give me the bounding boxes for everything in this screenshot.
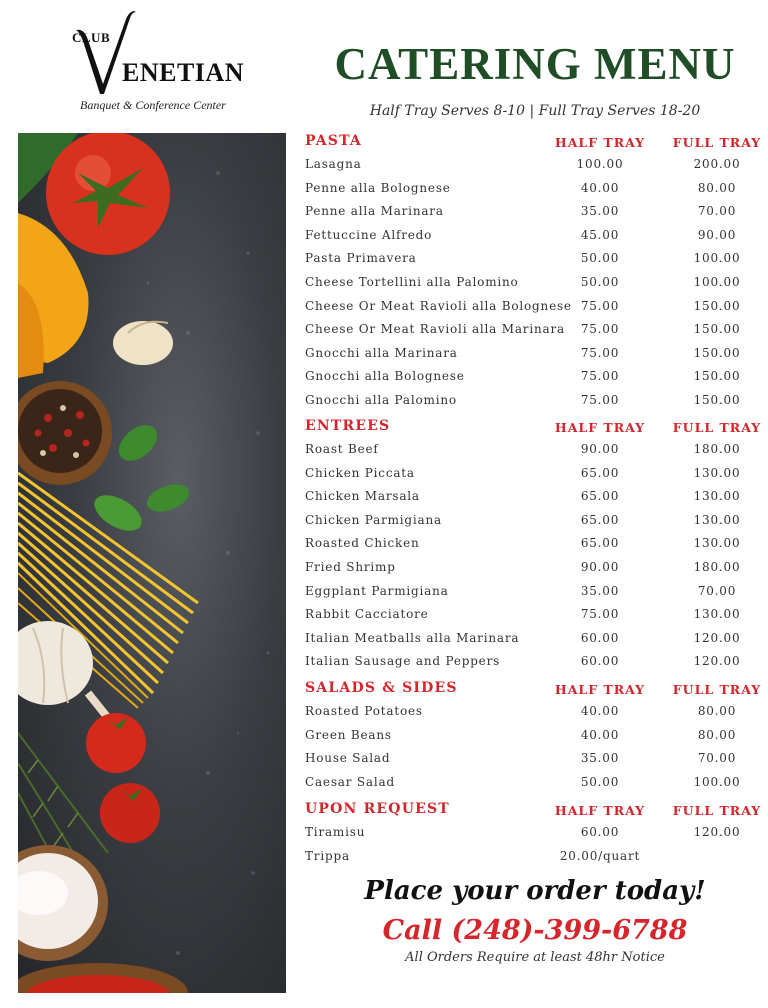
menu-item-name: Chicken Parmigiana [305,512,442,527]
section-title: SALADS & SIDES [305,680,458,696]
half-tray-header: HALF TRAY [554,420,646,435]
menu-item-name: Cheese Or Meat Ravioli alla Bolognese [305,298,572,313]
menu-item-name: Penne alla Marinara [305,204,444,219]
menu-item-name: Penne alla Bolognese [305,180,451,195]
section-items [305,440,765,676]
full-tray-price: 80.00 [697,727,737,742]
full-tray-price: 200.00 [693,157,741,171]
menu-item-row [305,582,765,606]
menu-item-name: Caesar Salad [305,774,395,789]
full-tray-price: 130.00 [693,607,741,622]
section-header [305,801,765,823]
half-tray-price: 75.00 [580,322,620,337]
full-tray-price: 70.00 [697,583,737,598]
half-tray-price: 45.00 [580,227,620,242]
half-tray-price: 50.00 [580,274,620,289]
menu-item-row [305,534,765,558]
menu-item-row [305,823,765,847]
full-tray-price: 150.00 [693,369,741,384]
half-tray-price: 35.00 [580,751,620,766]
section-items [305,702,765,796]
section-title: ENTREES [305,418,391,434]
menu-item-row [305,511,765,535]
half-tray-price: 75.00 [580,392,620,407]
section-salads-sides [305,680,765,796]
section-upon-request [305,801,765,870]
section-items [305,155,765,415]
full-tray-price: 130.00 [693,465,741,480]
half-tray-price: 75.00 [580,607,620,622]
menu-item-name: Roasted Chicken [305,536,420,551]
full-tray-price: 80.00 [697,180,737,195]
half-tray-price: 90.00 [580,442,620,456]
menu-item-name: Italian Meatballs alla Marinara [305,630,520,645]
menu-item-row [305,249,765,273]
full-tray-header: FULL TRAY [672,682,762,697]
menu-item-row [305,726,765,750]
half-tray-price: 35.00 [580,583,620,598]
menu-item-row [305,605,765,629]
logo-name-text: ENETIAN [122,58,244,87]
half-tray-price: 65.00 [580,536,620,551]
section-header [305,680,765,702]
menu-item-name: Fried Shrimp [305,559,396,574]
section-header [305,418,765,440]
full-tray-price: 100.00 [693,251,741,266]
half-tray-header: HALF TRAY [554,682,646,697]
half-tray-price: 65.00 [580,489,620,504]
section-title: UPON REQUEST [305,801,450,817]
half-tray-price: 40.00 [580,704,620,718]
page-title: CATERING MENU [334,39,736,89]
section-header [305,133,765,155]
half-tray-price: 65.00 [580,512,620,527]
menu-item-name: Chicken Marsala [305,489,420,504]
serving-info: Half Tray Serves 8-10 | Full Tray Serves 18-20 [369,103,701,119]
menu-item-row [305,320,765,344]
half-tray-price: 35.00 [580,204,620,219]
order-cta: Place your order today! [364,876,706,906]
full-tray-price: 120.00 [693,654,741,669]
full-tray-price: 100.00 [693,274,741,289]
menu-item-name: Eggplant Parmigiana [305,583,449,598]
order-notice: All Orders Require at least 48hr Notice [405,950,665,965]
menu-item-row [305,629,765,653]
half-tray-price: 65.00 [580,465,620,480]
menu-item-row [305,652,765,676]
half-tray-price: 50.00 [580,251,620,266]
full-tray-price: 150.00 [693,345,741,360]
half-tray-price: 75.00 [580,345,620,360]
half-tray-header: HALF TRAY [554,803,646,818]
section-pasta [305,133,765,415]
menu-item-row [305,391,765,415]
full-tray-price: 130.00 [693,512,741,527]
half-tray-price: 40.00 [580,180,620,195]
menu-item-name: Pasta Primavera [305,251,417,266]
full-tray-price: 180.00 [693,442,741,456]
half-tray-price: 20.00/quart [559,848,641,863]
full-tray-price: 70.00 [697,751,737,766]
menu-item-row [305,773,765,797]
full-tray-price: 120.00 [693,630,741,645]
full-tray-price: 150.00 [693,322,741,337]
half-tray-price: 75.00 [580,369,620,384]
half-tray-price: 90.00 [580,559,620,574]
menu-item-name: Roasted Potatoes [305,704,423,718]
half-tray-price: 50.00 [580,774,620,789]
full-tray-header: FULL TRAY [672,803,762,818]
menu-item-row [305,749,765,773]
club-venetian-logo [60,8,260,118]
logo-club-text: CLUB [72,30,111,45]
menu-item-row [305,440,765,464]
full-tray-header: FULL TRAY [672,135,762,150]
menu-item-name: House Salad [305,751,391,766]
menu-item-name: Cheese Tortellini alla Palomino [305,274,519,289]
half-tray-price: 100.00 [576,157,624,171]
food-illustration [18,133,286,993]
menu-item-row [305,297,765,321]
full-tray-price: 120.00 [693,825,741,839]
half-tray-header: HALF TRAY [554,135,646,150]
menu-item-name: Gnocchi alla Bolognese [305,369,465,384]
menu-item-row [305,367,765,391]
menu-item-row [305,847,765,871]
section-entrees [305,418,765,676]
full-tray-price: 130.00 [693,489,741,504]
menu-item-name: Trippa [305,848,350,863]
full-tray-header: FULL TRAY [672,420,762,435]
food-photo [18,133,286,993]
call-phone: Call (248)-399-6788 [382,915,688,946]
section-title: PASTA [305,133,362,149]
half-tray-price: 75.00 [580,298,620,313]
full-tray-price: 70.00 [697,204,737,219]
menu-item-row [305,344,765,368]
full-tray-price: 100.00 [693,774,741,789]
full-tray-price: 150.00 [693,298,741,313]
menu-item-name: Cheese Or Meat Ravioli alla Marinara [305,322,565,337]
logo-subtitle: Banquet & Conference Center [80,98,226,112]
menu-item-row [305,179,765,203]
section-items [305,823,765,870]
menu-item-name: Roast Beef [305,442,379,456]
full-tray-price: 130.00 [693,536,741,551]
menu-item-name: Italian Sausage and Peppers [305,654,501,669]
menu-item-name: Fettuccine Alfredo [305,227,433,242]
menu-item-row [305,464,765,488]
half-tray-price: 60.00 [580,654,620,669]
menu-item-name: Tiramisu [305,825,366,839]
full-tray-price: 80.00 [697,704,737,718]
half-tray-price: 60.00 [580,825,620,839]
menu-item-row [305,202,765,226]
menu-item-row [305,155,765,179]
half-tray-price: 60.00 [580,630,620,645]
menu-item-row [305,226,765,250]
full-tray-price: 90.00 [697,227,737,242]
menu-item-row [305,702,765,726]
menu-item-row [305,487,765,511]
full-tray-price: 180.00 [693,559,741,574]
menu-item-name: Green Beans [305,727,392,742]
menu-item-row [305,558,765,582]
menu-item-name: Lasagna [305,157,362,171]
full-tray-price: 150.00 [693,392,741,407]
menu-item-name: Rabbit Cacciatore [305,607,429,622]
menu-item-row [305,273,765,297]
menu-item-name: Gnocchi alla Marinara [305,345,458,360]
menu-item-name: Gnocchi alla Palomino [305,392,457,407]
menu-item-name: Chicken Piccata [305,465,415,480]
half-tray-price: 40.00 [580,727,620,742]
